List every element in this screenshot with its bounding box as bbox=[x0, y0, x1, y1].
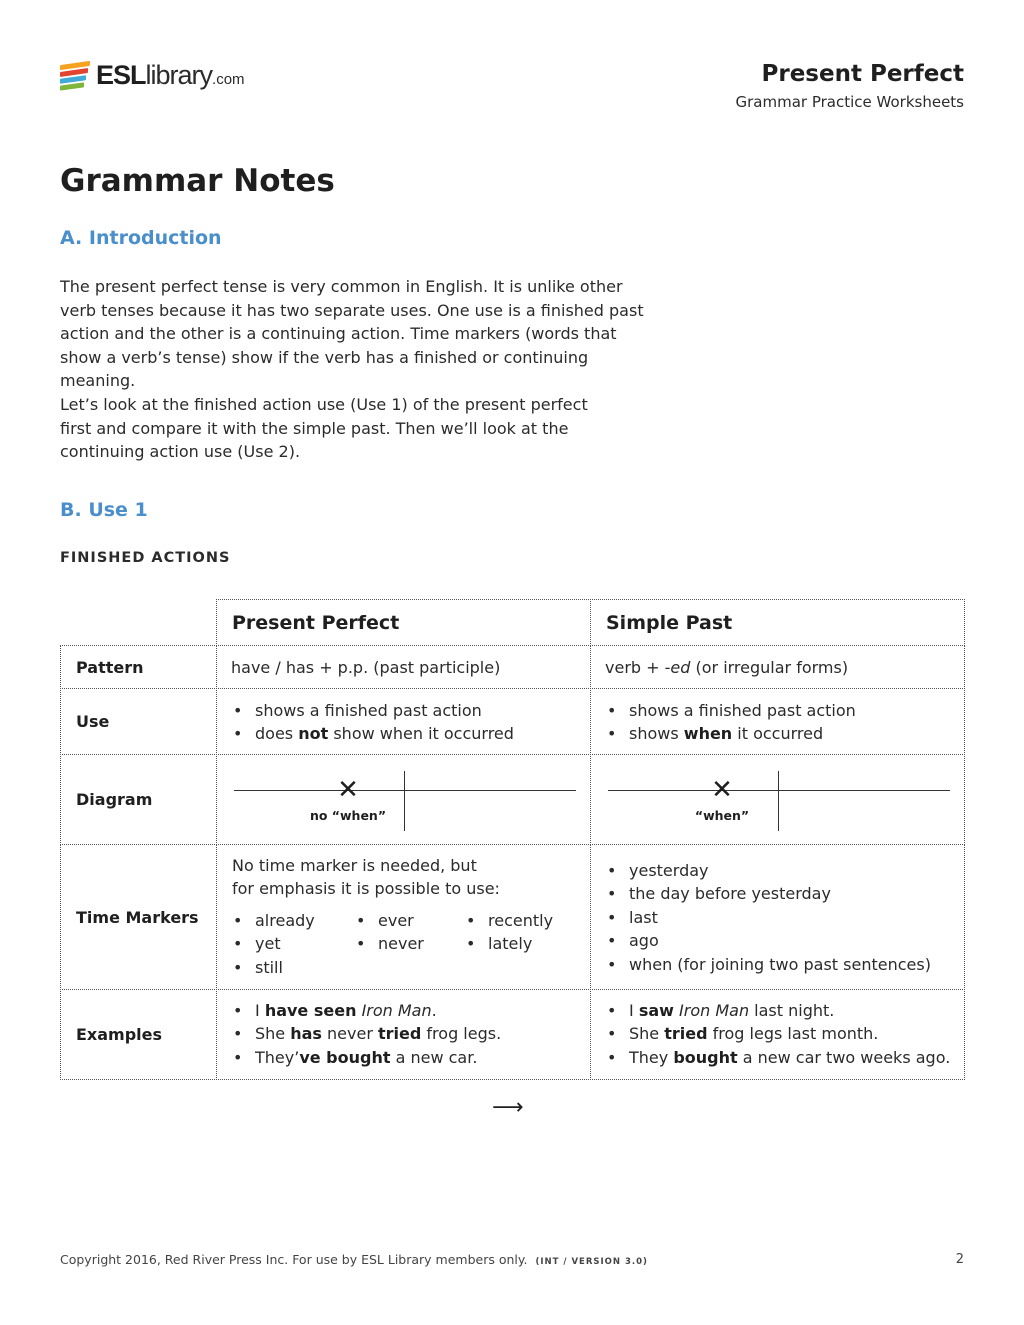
list-item: • yet bbox=[232, 932, 355, 955]
use-present-perfect bbox=[216, 688, 591, 755]
pattern-simple-past: verb + -ed (or irregular forms) bbox=[590, 645, 965, 689]
section-b-title: B. Use 1 bbox=[60, 499, 148, 521]
finished-actions-subheading: FINISHED ACTIONS bbox=[60, 550, 231, 566]
list-item: • the day before yesterday bbox=[606, 882, 964, 905]
use-simple-past bbox=[590, 688, 965, 755]
list-item: • already bbox=[232, 909, 355, 932]
list-item: • She tried frog legs last month. bbox=[606, 1022, 964, 1045]
timeline-line bbox=[608, 790, 950, 791]
row-label-examples: Examples bbox=[60, 989, 217, 1080]
list-item: • I have seen Iron Man. bbox=[232, 999, 590, 1022]
list-item: • She has never tried frog legs. bbox=[232, 1022, 590, 1045]
logo-wordmark: ESLlibrary.com bbox=[96, 60, 245, 90]
list-item: • shows a finished past action bbox=[606, 699, 964, 722]
list-item: • They’ve bought a new car. bbox=[232, 1046, 590, 1069]
row-label-diagram: Diagram bbox=[60, 754, 217, 845]
diagram-caption: “when” bbox=[694, 808, 750, 823]
examples-simple-past bbox=[590, 989, 965, 1080]
row-label-time-markers: Time Markers bbox=[60, 844, 217, 990]
pattern-present-perfect: have / has + p.p. (past participle) bbox=[216, 645, 591, 689]
esl-library-logo[interactable] bbox=[60, 60, 245, 91]
comparison-table bbox=[60, 599, 965, 1081]
column-header-present-perfect: Present Perfect bbox=[216, 599, 591, 646]
list-item: • when (for joining two past sentences) bbox=[606, 953, 964, 976]
intro-paragraph-1: The present perfect tense is very common in English. It is unlike other verb tenses because it has two separate uses. One use is a finished past action and the other is a continuing action. Time markers (words that show a verb’s tense) show if the verb has a finished or continuing meaning. bbox=[60, 277, 644, 390]
list-item: • yesterday bbox=[606, 859, 964, 882]
list-item: • last bbox=[606, 906, 964, 929]
x-mark-icon: ✕ bbox=[337, 775, 359, 805]
row-label-use: Use bbox=[60, 688, 217, 755]
copyright-text: Copyright 2016, Red River Press Inc. For use by ESL Library members only. bbox=[60, 1252, 528, 1267]
page-number: 2 bbox=[955, 1252, 964, 1267]
list-item: • ever bbox=[355, 909, 465, 932]
examples-present-perfect bbox=[216, 989, 591, 1080]
list-item: • does not show when it occurred bbox=[232, 722, 590, 745]
stacked-books-icon bbox=[60, 61, 92, 91]
section-a-title: A. Introduction bbox=[60, 227, 222, 249]
list-item: • shows a finished past action bbox=[232, 699, 590, 722]
list-item: • They bought a new car two weeks ago. bbox=[606, 1046, 964, 1069]
list-item: • shows when it occurred bbox=[606, 722, 964, 745]
page-title: Grammar Notes bbox=[60, 163, 335, 199]
column-header-simple-past: Simple Past bbox=[590, 599, 965, 646]
page-header bbox=[60, 58, 964, 118]
list-item: • never bbox=[355, 932, 465, 955]
next-page-arrow-icon[interactable]: ⟶ bbox=[492, 1095, 524, 1120]
row-label-pattern: Pattern bbox=[60, 645, 217, 689]
list-item: • still bbox=[232, 956, 355, 979]
worksheet-subtitle: Grammar Practice Worksheets bbox=[735, 93, 964, 111]
list-item: • lately bbox=[465, 932, 588, 955]
page-footer bbox=[60, 1252, 964, 1267]
time-marker-intro-2: for emphasis it is possible to use: bbox=[232, 879, 500, 899]
time-markers-present-perfect bbox=[216, 844, 591, 990]
list-item: • recently bbox=[465, 909, 588, 932]
diagram-caption: no “when” bbox=[309, 808, 387, 823]
list-item: • ago bbox=[606, 929, 964, 952]
x-mark-icon: ✕ bbox=[711, 775, 733, 805]
diagram-simple-past bbox=[590, 754, 965, 845]
time-marker-intro-1: No time marker is needed, but bbox=[232, 856, 477, 875]
diagram-present-perfect bbox=[216, 754, 591, 845]
timeline-line bbox=[234, 790, 576, 791]
worksheet-title: Present Perfect bbox=[761, 61, 964, 87]
version-label: (INT / VERSION 3.0) bbox=[535, 1257, 648, 1267]
list-item: • I saw Iron Man last night. bbox=[606, 999, 964, 1022]
intro-paragraph-2: Let’s look at the finished action use (Use 1) of the present perfect first and compare it with the simple past. Then we’ll look at the continuing action use (Use 2). bbox=[60, 395, 588, 461]
time-markers-simple-past bbox=[590, 844, 965, 990]
